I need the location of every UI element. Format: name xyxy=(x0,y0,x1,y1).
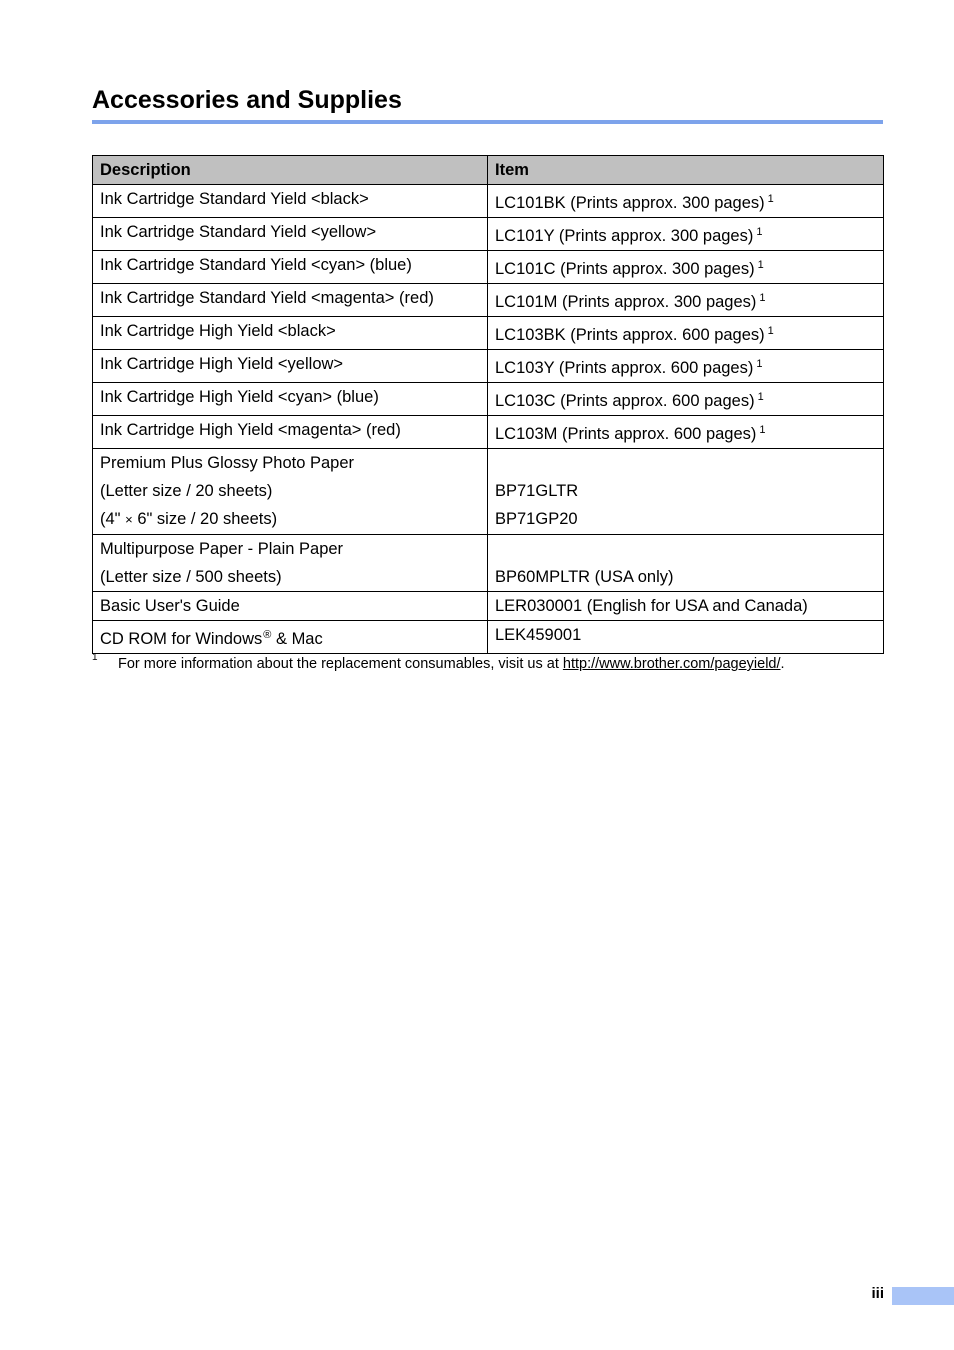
cell-description: Ink Cartridge High Yield <yellow> xyxy=(93,350,488,383)
size-suffix: 6" size / 20 sheets) xyxy=(137,510,278,528)
footnote-reference[interactable]: 1 xyxy=(759,292,766,304)
description-line: Premium Plus Glossy Photo Paper xyxy=(100,454,355,472)
item-text: LC103BK (Prints approx. 600 pages) xyxy=(495,326,765,344)
table-header-row xyxy=(93,156,884,185)
description-line xyxy=(100,621,480,653)
footnote-reference[interactable]: 1 xyxy=(759,424,766,436)
item-line: BP60MPLTR (USA only) xyxy=(495,568,674,586)
item-line xyxy=(495,383,876,415)
item-line xyxy=(495,350,876,382)
item-line xyxy=(495,218,876,250)
cell-item xyxy=(488,218,884,251)
footnote-end: . xyxy=(780,656,785,672)
cell-item: LEK459001 xyxy=(488,621,884,654)
cd-rom-label-suffix: & Mac xyxy=(271,630,323,648)
table-row xyxy=(93,350,884,383)
table-row-photo-paper xyxy=(93,449,884,535)
footnote-reference[interactable]: 1 xyxy=(756,358,763,370)
cell-item xyxy=(488,350,884,383)
cell-item xyxy=(488,449,884,535)
item-text: LC103Y (Prints approx. 600 pages) xyxy=(495,359,754,377)
item-line: BP71GP20 xyxy=(495,510,578,528)
cd-rom-label: CD ROM for Windows xyxy=(100,630,263,648)
item-text: LC101BK (Prints approx. 300 pages) xyxy=(495,194,765,212)
cell-description: Ink Cartridge High Yield <cyan> (blue) xyxy=(93,383,488,416)
size-prefix: (4" xyxy=(100,510,121,528)
cell-item: LER030001 (English for USA and Canada) xyxy=(488,592,884,621)
footnote-reference[interactable]: 1 xyxy=(767,325,774,337)
description-line: Multipurpose Paper - Plain Paper xyxy=(100,540,344,558)
table-row-cd-rom xyxy=(93,621,884,654)
supplies-table xyxy=(92,155,884,654)
table-row xyxy=(93,284,884,317)
cell-description: Ink Cartridge Standard Yield <yellow> xyxy=(93,218,488,251)
description-line: (Letter size / 500 sheets) xyxy=(100,568,282,586)
item-line xyxy=(495,284,876,316)
item-line xyxy=(495,185,876,217)
table-row-user-guide xyxy=(93,592,884,621)
cell-description: Ink Cartridge Standard Yield <black> xyxy=(93,185,488,218)
item-text: LC101M (Prints approx. 300 pages) xyxy=(495,293,757,311)
title-rule xyxy=(92,120,883,124)
footnote: 1 For more information about the replacement consumables, visit us at http://www.brother.com/pageyield/. xyxy=(92,652,785,672)
footnote-text: For more information about the replacement consumables, visit us at xyxy=(118,656,563,672)
cell-description: Ink Cartridge High Yield <black> xyxy=(93,317,488,350)
cell-description xyxy=(93,535,488,592)
item-line xyxy=(495,251,876,283)
table-row xyxy=(93,185,884,218)
footnote-reference[interactable]: 1 xyxy=(756,226,763,238)
item-text: LC101C (Prints approx. 300 pages) xyxy=(495,260,755,278)
table-row xyxy=(93,416,884,449)
cell-description xyxy=(93,621,488,654)
cell-description: Ink Cartridge High Yield <magenta> (red) xyxy=(93,416,488,449)
cell-description: Ink Cartridge Standard Yield <cyan> (blue) xyxy=(93,251,488,284)
cell-item xyxy=(488,416,884,449)
cell-item xyxy=(488,251,884,284)
table-row-plain-paper xyxy=(93,535,884,592)
cell-item xyxy=(488,383,884,416)
blank-line xyxy=(495,535,876,563)
table-row xyxy=(93,251,884,284)
cell-item xyxy=(488,317,884,350)
page-tab xyxy=(892,1287,954,1305)
table-row xyxy=(93,218,884,251)
header-description: Description xyxy=(93,156,488,185)
item-line: BP71GLTR xyxy=(495,482,579,500)
blank-line xyxy=(495,449,876,477)
cell-description xyxy=(93,449,488,535)
item-line xyxy=(495,416,876,448)
description-line xyxy=(100,505,480,534)
footnote-reference[interactable]: 1 xyxy=(767,193,774,205)
item-text: LC103M (Prints approx. 600 pages) xyxy=(495,425,757,443)
cell-item xyxy=(488,185,884,218)
times-sign: × xyxy=(125,512,133,527)
item-text: LC101Y (Prints approx. 300 pages) xyxy=(495,227,754,245)
cell-description: Ink Cartridge Standard Yield <magenta> (red) xyxy=(93,284,488,317)
footnote-reference[interactable]: 1 xyxy=(757,259,764,271)
cell-item xyxy=(488,535,884,592)
cell-description: Basic User's Guide xyxy=(93,592,488,621)
table-row xyxy=(93,383,884,416)
header-item: Item xyxy=(488,156,884,185)
item-line xyxy=(495,317,876,349)
item-text: LC103C (Prints approx. 600 pages) xyxy=(495,392,755,410)
registered-mark: ® xyxy=(263,629,272,641)
cell-item xyxy=(488,284,884,317)
footnote-reference[interactable]: 1 xyxy=(757,391,764,403)
pageyield-link[interactable]: http://www.brother.com/pageyield/ xyxy=(562,656,781,672)
page-number: iii xyxy=(871,1285,884,1302)
description-line: (Letter size / 20 sheets) xyxy=(100,482,273,500)
table-row xyxy=(93,317,884,350)
page-title: Accessories and Supplies xyxy=(92,86,402,114)
